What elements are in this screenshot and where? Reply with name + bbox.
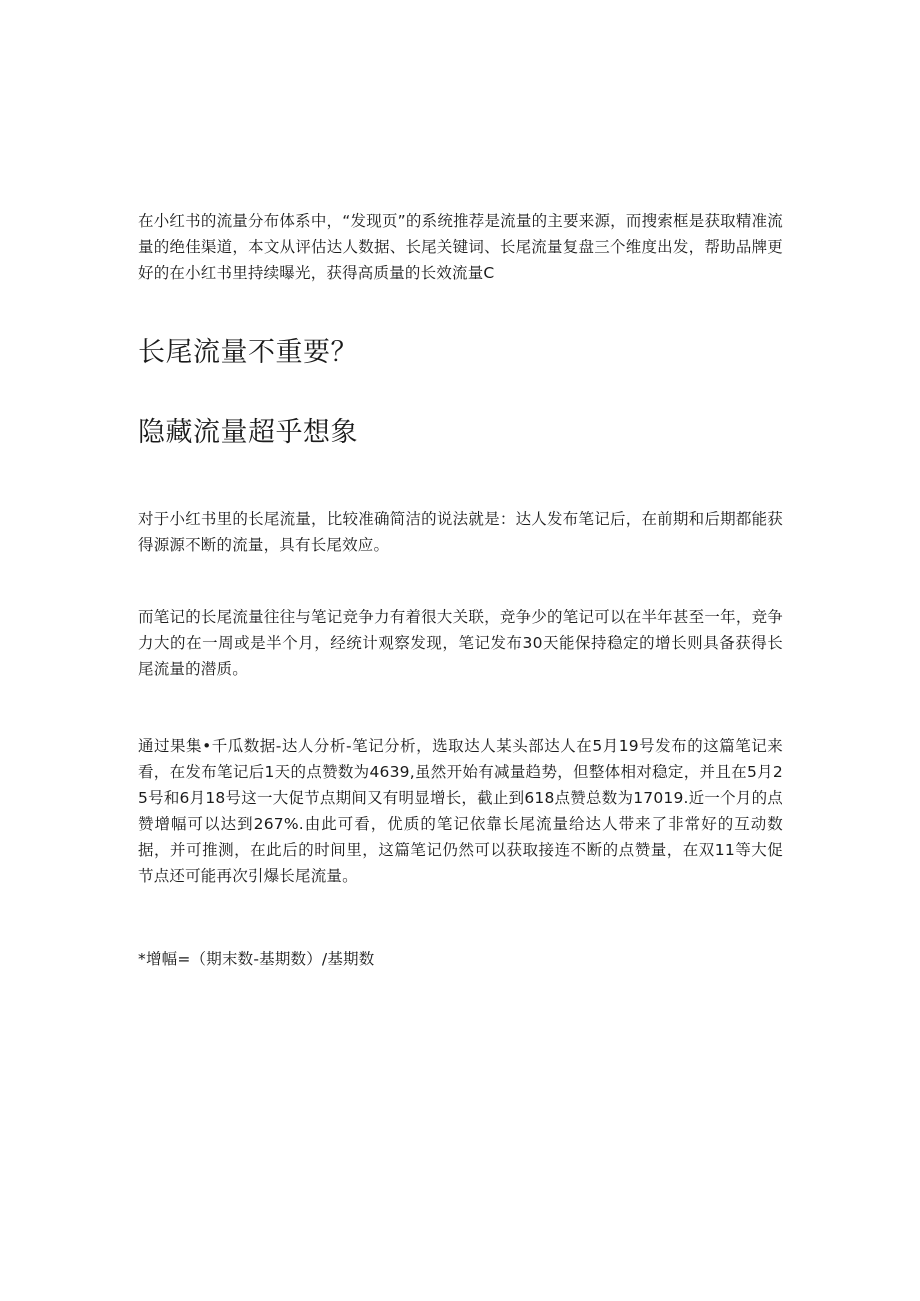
section-heading-1: 长尾流量不重要？ (138, 337, 358, 368)
case-study-paragraph: 通过果集•千瓜数据-达人分析-笔记分析，选取达人某头部达人在5月19号发布的这篇笔记来看，在发布笔记后1天的点赞数为4639,虽然开始有减量趋势，但整体相对稳定，并且在5月25号和6月18号这一大促节点期间又有明显增长，截止到618点赞总数为17019.近一个月的点赞增幅可以达到267%.由此可看，优质的笔记依靠长尾流量给达人带来了非常好的互动数据，并可推测，在此后的时间里，这篇笔记仍然可以获取接连不断的点赞量，在双11等大促节点还可能再次引爆长尾流量。 (138, 737, 783, 885)
intro-paragraph: 在小红书的流量分布体系中，“发现页”的系统推荐是流量的主要来源，而搜索框是获取精准流量的绝佳渠道，本文从评估达人数据、长尾关键词、长尾流量复盘三个维度出发，帮助品牌更好的在小红书里持续曝光，获得高质量的长效流量C (138, 212, 783, 282)
footnote: *增幅=（期末数-基期数）/基期数 (138, 950, 375, 968)
definition-paragraph: 对于小红书里的长尾流量，比较准确简洁的说法就是：达人发布笔记后，在前期和后期都能获得源源不断的流量，具有长尾效应。 (138, 510, 783, 554)
section-heading-2: 隐藏流量超乎想象 (138, 417, 358, 448)
competition-paragraph: 而笔记的长尾流量往往与笔记竞争力有着很大关联，竞争少的笔记可以在半年甚至一年，竞争力大的在一周或是半个月，经统计观察发现，笔记发布30天能保持稳定的增长则具备获得长尾流量的潜质。 (138, 608, 783, 678)
